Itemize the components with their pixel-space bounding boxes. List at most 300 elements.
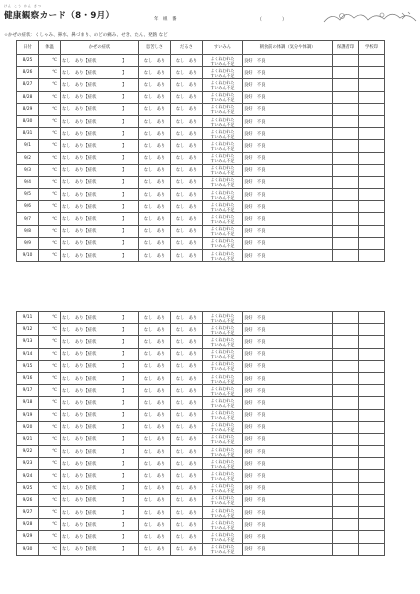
- school-seal-cell: [359, 140, 385, 152]
- morning-condition-cell: 良好 不良: [243, 409, 333, 421]
- date-cell: 9/27: [17, 507, 39, 519]
- fatigue-cell: なし あり: [171, 213, 203, 225]
- guardian-seal-cell: [333, 250, 359, 262]
- cold-symptoms-cell: なし あり【症状 】: [61, 519, 139, 531]
- school-seal-cell: [359, 237, 385, 249]
- date-cell: 9/11: [17, 312, 39, 324]
- cold-symptoms-cell: なし あり【症状 】: [61, 372, 139, 384]
- breathing-cell: なし あり: [139, 225, 171, 237]
- cold-symptoms-cell: なし あり【症状 】: [61, 115, 139, 127]
- cold-symptoms-cell: なし あり【症状 】: [61, 324, 139, 336]
- guardian-seal-cell: [333, 312, 359, 324]
- guardian-seal-cell: [333, 385, 359, 397]
- fatigue-cell: なし あり: [171, 55, 203, 67]
- temperature-cell: ℃: [39, 103, 61, 115]
- table-row: [17, 164, 385, 176]
- sleep-cell: よくねむれた すいみん不足: [203, 348, 243, 360]
- fatigue-cell: なし あり: [171, 152, 203, 164]
- breathing-cell: なし あり: [139, 67, 171, 79]
- morning-condition-cell: 良好 不良: [243, 164, 333, 176]
- table-row: [17, 115, 385, 127]
- column-header: 学校印: [359, 41, 385, 55]
- guardian-seal-cell: [333, 348, 359, 360]
- guardian-seal-cell: [333, 519, 359, 531]
- sleep-cell: よくねむれた すいみん不足: [203, 91, 243, 103]
- school-seal-cell: [359, 128, 385, 140]
- fatigue-cell: なし あり: [171, 189, 203, 201]
- temperature-cell: ℃: [39, 164, 61, 176]
- breathing-cell: なし あり: [139, 348, 171, 360]
- date-cell: 9/29: [17, 531, 39, 543]
- cold-symptoms-cell: なし あり【症状 】: [61, 531, 139, 543]
- temperature-cell: ℃: [39, 237, 61, 249]
- breathing-cell: なし あり: [139, 543, 171, 555]
- breathing-cell: なし あり: [139, 237, 171, 249]
- temperature-cell: ℃: [39, 458, 61, 470]
- school-seal-cell: [359, 115, 385, 127]
- date-cell: 9/2: [17, 152, 39, 164]
- table-row: [17, 128, 385, 140]
- morning-condition-cell: 良好 不良: [243, 519, 333, 531]
- guardian-seal-cell: [333, 91, 359, 103]
- date-cell: 8/30: [17, 115, 39, 127]
- temperature-cell: ℃: [39, 225, 61, 237]
- table-row: [17, 213, 385, 225]
- guardian-seal-cell: [333, 397, 359, 409]
- name-parenthesis: （ ）: [257, 17, 288, 23]
- table-row: [17, 360, 385, 372]
- cold-symptoms-cell: なし あり【症状 】: [61, 348, 139, 360]
- date-cell: 8/28: [17, 91, 39, 103]
- table-row: [17, 55, 385, 67]
- breathing-cell: なし あり: [139, 324, 171, 336]
- guardian-seal-cell: [333, 213, 359, 225]
- cold-symptoms-cell: なし あり【症状 】: [61, 201, 139, 213]
- guardian-seal-cell: [333, 140, 359, 152]
- morning-condition-cell: 良好 不良: [243, 482, 333, 494]
- breathing-cell: なし あり: [139, 164, 171, 176]
- date-cell: 8/26: [17, 67, 39, 79]
- school-seal-cell: [359, 152, 385, 164]
- guardian-seal-cell: [333, 543, 359, 555]
- school-seal-cell: [359, 164, 385, 176]
- sleep-cell: よくねむれた すいみん不足: [203, 176, 243, 188]
- fatigue-cell: なし あり: [171, 91, 203, 103]
- morning-condition-cell: 良好 不良: [243, 324, 333, 336]
- sleep-cell: よくねむれた すいみん不足: [203, 385, 243, 397]
- sleep-cell: よくねむれた すいみん不足: [203, 140, 243, 152]
- breathing-cell: なし あり: [139, 446, 171, 458]
- breathing-cell: なし あり: [139, 115, 171, 127]
- morning-condition-cell: 良好 不良: [243, 433, 333, 445]
- school-seal-cell: [359, 421, 385, 433]
- guardian-seal-cell: [333, 421, 359, 433]
- fatigue-cell: なし あり: [171, 446, 203, 458]
- school-seal-cell: [359, 201, 385, 213]
- morning-condition-cell: 良好 不良: [243, 348, 333, 360]
- date-cell: 9/25: [17, 482, 39, 494]
- cold-symptoms-cell: なし あり【症状 】: [61, 385, 139, 397]
- sleep-cell: よくねむれた すいみん不足: [203, 79, 243, 91]
- temperature-cell: ℃: [39, 152, 61, 164]
- sleep-cell: よくねむれた すいみん不足: [203, 189, 243, 201]
- cold-symptoms-cell: なし あり【症状 】: [61, 237, 139, 249]
- date-cell: 9/19: [17, 409, 39, 421]
- fatigue-cell: なし あり: [171, 482, 203, 494]
- school-seal-cell: [359, 446, 385, 458]
- column-header: かぜの症状: [61, 41, 139, 55]
- morning-condition-cell: 良好 不良: [243, 543, 333, 555]
- fatigue-cell: なし あり: [171, 103, 203, 115]
- fatigue-cell: なし あり: [171, 237, 203, 249]
- guardian-seal-cell: [333, 237, 359, 249]
- school-seal-cell: [359, 482, 385, 494]
- sleep-cell: よくねむれた すいみん不足: [203, 103, 243, 115]
- cold-symptoms-cell: なし あり【症状 】: [61, 55, 139, 67]
- sleep-cell: よくねむれた すいみん不足: [203, 55, 243, 67]
- sleep-cell: よくねむれた すいみん不足: [203, 225, 243, 237]
- cold-symptoms-cell: なし あり【症状 】: [61, 79, 139, 91]
- fatigue-cell: なし あり: [171, 140, 203, 152]
- breathing-cell: なし あり: [139, 470, 171, 482]
- fatigue-cell: なし あり: [171, 312, 203, 324]
- date-cell: 9/6: [17, 201, 39, 213]
- temperature-cell: ℃: [39, 91, 61, 103]
- temperature-cell: ℃: [39, 55, 61, 67]
- breathing-cell: なし あり: [139, 140, 171, 152]
- cold-symptoms-cell: なし あり【症状 】: [61, 470, 139, 482]
- morning-condition-cell: 良好 不良: [243, 421, 333, 433]
- sleep-cell: よくねむれた すいみん不足: [203, 213, 243, 225]
- breathing-cell: なし あり: [139, 91, 171, 103]
- fatigue-cell: なし あり: [171, 250, 203, 262]
- temperature-cell: ℃: [39, 140, 61, 152]
- cold-symptoms-cell: なし あり【症状 】: [61, 176, 139, 188]
- date-cell: 9/8: [17, 225, 39, 237]
- date-cell: 9/17: [17, 385, 39, 397]
- sleep-cell: よくねむれた すいみん不足: [203, 446, 243, 458]
- temperature-cell: ℃: [39, 128, 61, 140]
- date-cell: 9/23: [17, 458, 39, 470]
- temperature-cell: ℃: [39, 519, 61, 531]
- morning-condition-cell: 良好 不良: [243, 103, 333, 115]
- morning-condition-cell: 良好 不良: [243, 507, 333, 519]
- breathing-cell: なし あり: [139, 250, 171, 262]
- breathing-cell: なし あり: [139, 360, 171, 372]
- temperature-cell: ℃: [39, 360, 61, 372]
- cold-symptoms-cell: なし あり【症状 】: [61, 409, 139, 421]
- column-header: 保護者印: [333, 41, 359, 55]
- breathing-cell: なし あり: [139, 55, 171, 67]
- fatigue-cell: なし あり: [171, 67, 203, 79]
- column-header: 体温: [39, 41, 61, 55]
- school-seal-cell: [359, 494, 385, 506]
- morning-condition-cell: 良好 不良: [243, 115, 333, 127]
- guardian-seal-cell: [333, 67, 359, 79]
- breathing-cell: なし あり: [139, 519, 171, 531]
- title-ruby: けん こう かん さつ: [4, 4, 42, 8]
- fatigue-cell: なし あり: [171, 397, 203, 409]
- sleep-cell: よくねむれた すいみん不足: [203, 360, 243, 372]
- temperature-cell: ℃: [39, 213, 61, 225]
- cold-symptoms-cell: なし あり【症状 】: [61, 507, 139, 519]
- sleep-cell: よくねむれた すいみん不足: [203, 372, 243, 384]
- fatigue-cell: なし あり: [171, 79, 203, 91]
- cold-symptoms-cell: なし あり【症状 】: [61, 164, 139, 176]
- sleep-cell: よくねむれた すいみん不足: [203, 531, 243, 543]
- cold-symptoms-cell: なし あり【症状 】: [61, 140, 139, 152]
- fatigue-cell: なし あり: [171, 531, 203, 543]
- morning-condition-cell: 良好 不良: [243, 140, 333, 152]
- fatigue-cell: なし あり: [171, 458, 203, 470]
- morning-condition-cell: 良好 不良: [243, 128, 333, 140]
- school-seal-cell: [359, 176, 385, 188]
- sleep-cell: よくねむれた すいみん不足: [203, 324, 243, 336]
- morning-condition-cell: 良好 不良: [243, 312, 333, 324]
- date-cell: 9/7: [17, 213, 39, 225]
- sleep-cell: よくねむれた すいみん不足: [203, 458, 243, 470]
- cold-symptoms-cell: なし あり【症状 】: [61, 250, 139, 262]
- decoration-illustration: [322, 8, 418, 26]
- school-seal-cell: [359, 360, 385, 372]
- morning-condition-cell: 良好 不良: [243, 372, 333, 384]
- sleep-cell: よくねむれた すいみん不足: [203, 336, 243, 348]
- date-cell: 9/12: [17, 324, 39, 336]
- temperature-cell: ℃: [39, 507, 61, 519]
- school-seal-cell: [359, 458, 385, 470]
- temperature-cell: ℃: [39, 397, 61, 409]
- table-row: [17, 507, 385, 519]
- school-seal-cell: [359, 91, 385, 103]
- morning-condition-cell: 良好 不良: [243, 446, 333, 458]
- fatigue-cell: なし あり: [171, 201, 203, 213]
- cold-symptoms-note: ☆かぜの症状：くしゃみ、鼻水、鼻づまり、のどの痛み、せき、たん、発熱 など: [4, 33, 168, 38]
- temperature-cell: ℃: [39, 336, 61, 348]
- fatigue-cell: なし あり: [171, 494, 203, 506]
- fatigue-cell: なし あり: [171, 128, 203, 140]
- fatigue-cell: なし あり: [171, 507, 203, 519]
- date-cell: 8/25: [17, 55, 39, 67]
- fatigue-cell: なし あり: [171, 385, 203, 397]
- table-row: [17, 421, 385, 433]
- school-seal-cell: [359, 103, 385, 115]
- morning-condition-cell: 良好 不良: [243, 91, 333, 103]
- table-row: [17, 494, 385, 506]
- cold-symptoms-cell: なし あり【症状 】: [61, 103, 139, 115]
- table-row: [17, 103, 385, 115]
- cold-symptoms-cell: なし あり【症状 】: [61, 458, 139, 470]
- temperature-cell: ℃: [39, 201, 61, 213]
- table-row: [17, 79, 385, 91]
- morning-condition-cell: 良好 不良: [243, 55, 333, 67]
- school-seal-cell: [359, 67, 385, 79]
- guardian-seal-cell: [333, 409, 359, 421]
- guardian-seal-cell: [333, 482, 359, 494]
- guardian-seal-cell: [333, 189, 359, 201]
- morning-condition-cell: 良好 不良: [243, 79, 333, 91]
- school-seal-cell: [359, 470, 385, 482]
- table-row: [17, 519, 385, 531]
- temperature-cell: ℃: [39, 433, 61, 445]
- guardian-seal-cell: [333, 372, 359, 384]
- school-seal-cell: [359, 433, 385, 445]
- school-seal-cell: [359, 225, 385, 237]
- temperature-cell: ℃: [39, 312, 61, 324]
- table-row: [17, 91, 385, 103]
- date-cell: 9/13: [17, 336, 39, 348]
- grade-class-number-label: 年 組 番: [154, 17, 177, 22]
- fatigue-cell: なし あり: [171, 348, 203, 360]
- sleep-cell: よくねむれた すいみん不足: [203, 115, 243, 127]
- fatigue-cell: なし あり: [171, 519, 203, 531]
- breathing-cell: なし あり: [139, 79, 171, 91]
- temperature-cell: ℃: [39, 421, 61, 433]
- table-row: [17, 201, 385, 213]
- cold-symptoms-cell: なし あり【症状 】: [61, 213, 139, 225]
- breathing-cell: なし あり: [139, 531, 171, 543]
- breathing-cell: なし あり: [139, 494, 171, 506]
- breathing-cell: なし あり: [139, 189, 171, 201]
- fatigue-cell: なし あり: [171, 176, 203, 188]
- guardian-seal-cell: [333, 55, 359, 67]
- date-cell: 9/9: [17, 237, 39, 249]
- morning-condition-cell: 良好 不良: [243, 397, 333, 409]
- guardian-seal-cell: [333, 115, 359, 127]
- cold-symptoms-cell: なし あり【症状 】: [61, 482, 139, 494]
- date-cell: 9/15: [17, 360, 39, 372]
- cold-symptoms-cell: なし あり【症状 】: [61, 336, 139, 348]
- guardian-seal-cell: [333, 360, 359, 372]
- table-row: [17, 348, 385, 360]
- temperature-cell: ℃: [39, 250, 61, 262]
- table-row: [17, 409, 385, 421]
- breathing-cell: なし あり: [139, 421, 171, 433]
- breathing-cell: なし あり: [139, 458, 171, 470]
- temperature-cell: ℃: [39, 494, 61, 506]
- temperature-cell: ℃: [39, 482, 61, 494]
- school-seal-cell: [359, 312, 385, 324]
- fatigue-cell: なし あり: [171, 115, 203, 127]
- sleep-cell: よくねむれた すいみん不足: [203, 152, 243, 164]
- date-cell: 9/5: [17, 189, 39, 201]
- date-cell: 9/14: [17, 348, 39, 360]
- date-cell: 9/3: [17, 164, 39, 176]
- guardian-seal-cell: [333, 470, 359, 482]
- sleep-cell: よくねむれた すいみん不足: [203, 250, 243, 262]
- temperature-cell: ℃: [39, 372, 61, 384]
- breathing-cell: なし あり: [139, 201, 171, 213]
- sleep-cell: よくねむれた すいみん不足: [203, 67, 243, 79]
- table-row: [17, 336, 385, 348]
- table-row: [17, 250, 385, 262]
- guardian-seal-cell: [333, 458, 359, 470]
- morning-condition-cell: 良好 不良: [243, 360, 333, 372]
- breathing-cell: なし あり: [139, 409, 171, 421]
- breathing-cell: なし あり: [139, 312, 171, 324]
- date-cell: 8/29: [17, 103, 39, 115]
- sleep-cell: よくねむれた すいみん不足: [203, 482, 243, 494]
- temperature-cell: ℃: [39, 176, 61, 188]
- temperature-cell: ℃: [39, 115, 61, 127]
- morning-condition-cell: 良好 不良: [243, 385, 333, 397]
- school-seal-cell: [359, 531, 385, 543]
- guardian-seal-cell: [333, 531, 359, 543]
- sleep-cell: よくねむれた すいみん不足: [203, 507, 243, 519]
- cold-symptoms-cell: なし あり【症状 】: [61, 421, 139, 433]
- temperature-cell: ℃: [39, 543, 61, 555]
- breathing-cell: なし あり: [139, 152, 171, 164]
- morning-condition-cell: 良好 不良: [243, 458, 333, 470]
- breathing-cell: なし あり: [139, 397, 171, 409]
- school-seal-cell: [359, 250, 385, 262]
- column-header: 息苦しさ: [139, 41, 171, 55]
- fatigue-cell: なし あり: [171, 433, 203, 445]
- morning-condition-cell: 良好 不良: [243, 531, 333, 543]
- sleep-cell: よくねむれた すいみん不足: [203, 237, 243, 249]
- morning-condition-cell: 良好 不良: [243, 250, 333, 262]
- morning-condition-cell: 良好 不良: [243, 336, 333, 348]
- temperature-cell: ℃: [39, 470, 61, 482]
- morning-condition-cell: 良好 不良: [243, 237, 333, 249]
- guardian-seal-cell: [333, 103, 359, 115]
- table-row: [17, 433, 385, 445]
- table-row: [17, 470, 385, 482]
- temperature-cell: ℃: [39, 446, 61, 458]
- temperature-cell: ℃: [39, 189, 61, 201]
- cold-symptoms-cell: なし あり【症状 】: [61, 152, 139, 164]
- morning-condition-cell: 良好 不良: [243, 152, 333, 164]
- temperature-cell: ℃: [39, 531, 61, 543]
- date-cell: 9/26: [17, 494, 39, 506]
- guardian-seal-cell: [333, 507, 359, 519]
- temperature-cell: ℃: [39, 324, 61, 336]
- school-seal-cell: [359, 324, 385, 336]
- school-seal-cell: [359, 543, 385, 555]
- table-row: [17, 67, 385, 79]
- school-seal-cell: [359, 519, 385, 531]
- school-seal-cell: [359, 336, 385, 348]
- cold-symptoms-cell: なし あり【症状 】: [61, 91, 139, 103]
- page-title: 健康観察カード（8・9月）: [4, 11, 115, 21]
- morning-condition-cell: 良好 不良: [243, 213, 333, 225]
- observation-table-sheet-2: [16, 311, 385, 556]
- table-row: [17, 446, 385, 458]
- date-cell: 9/20: [17, 421, 39, 433]
- cold-symptoms-cell: なし あり【症状 】: [61, 128, 139, 140]
- cold-symptoms-cell: なし あり【症状 】: [61, 494, 139, 506]
- temperature-cell: ℃: [39, 67, 61, 79]
- guardian-seal-cell: [333, 324, 359, 336]
- breathing-cell: なし あり: [139, 336, 171, 348]
- fatigue-cell: なし あり: [171, 324, 203, 336]
- table-row: [17, 324, 385, 336]
- table-row: [17, 397, 385, 409]
- cold-symptoms-cell: なし あり【症状 】: [61, 312, 139, 324]
- guardian-seal-cell: [333, 225, 359, 237]
- guardian-seal-cell: [333, 446, 359, 458]
- table-row: [17, 152, 385, 164]
- sleep-cell: よくねむれた すいみん不足: [203, 164, 243, 176]
- fatigue-cell: なし あり: [171, 225, 203, 237]
- table-row: [17, 458, 385, 470]
- school-seal-cell: [359, 409, 385, 421]
- sleep-cell: よくねむれた すいみん不足: [203, 433, 243, 445]
- table-row: [17, 543, 385, 555]
- school-seal-cell: [359, 55, 385, 67]
- table-row: [17, 372, 385, 384]
- fatigue-cell: なし あり: [171, 372, 203, 384]
- column-header: だるさ: [171, 41, 203, 55]
